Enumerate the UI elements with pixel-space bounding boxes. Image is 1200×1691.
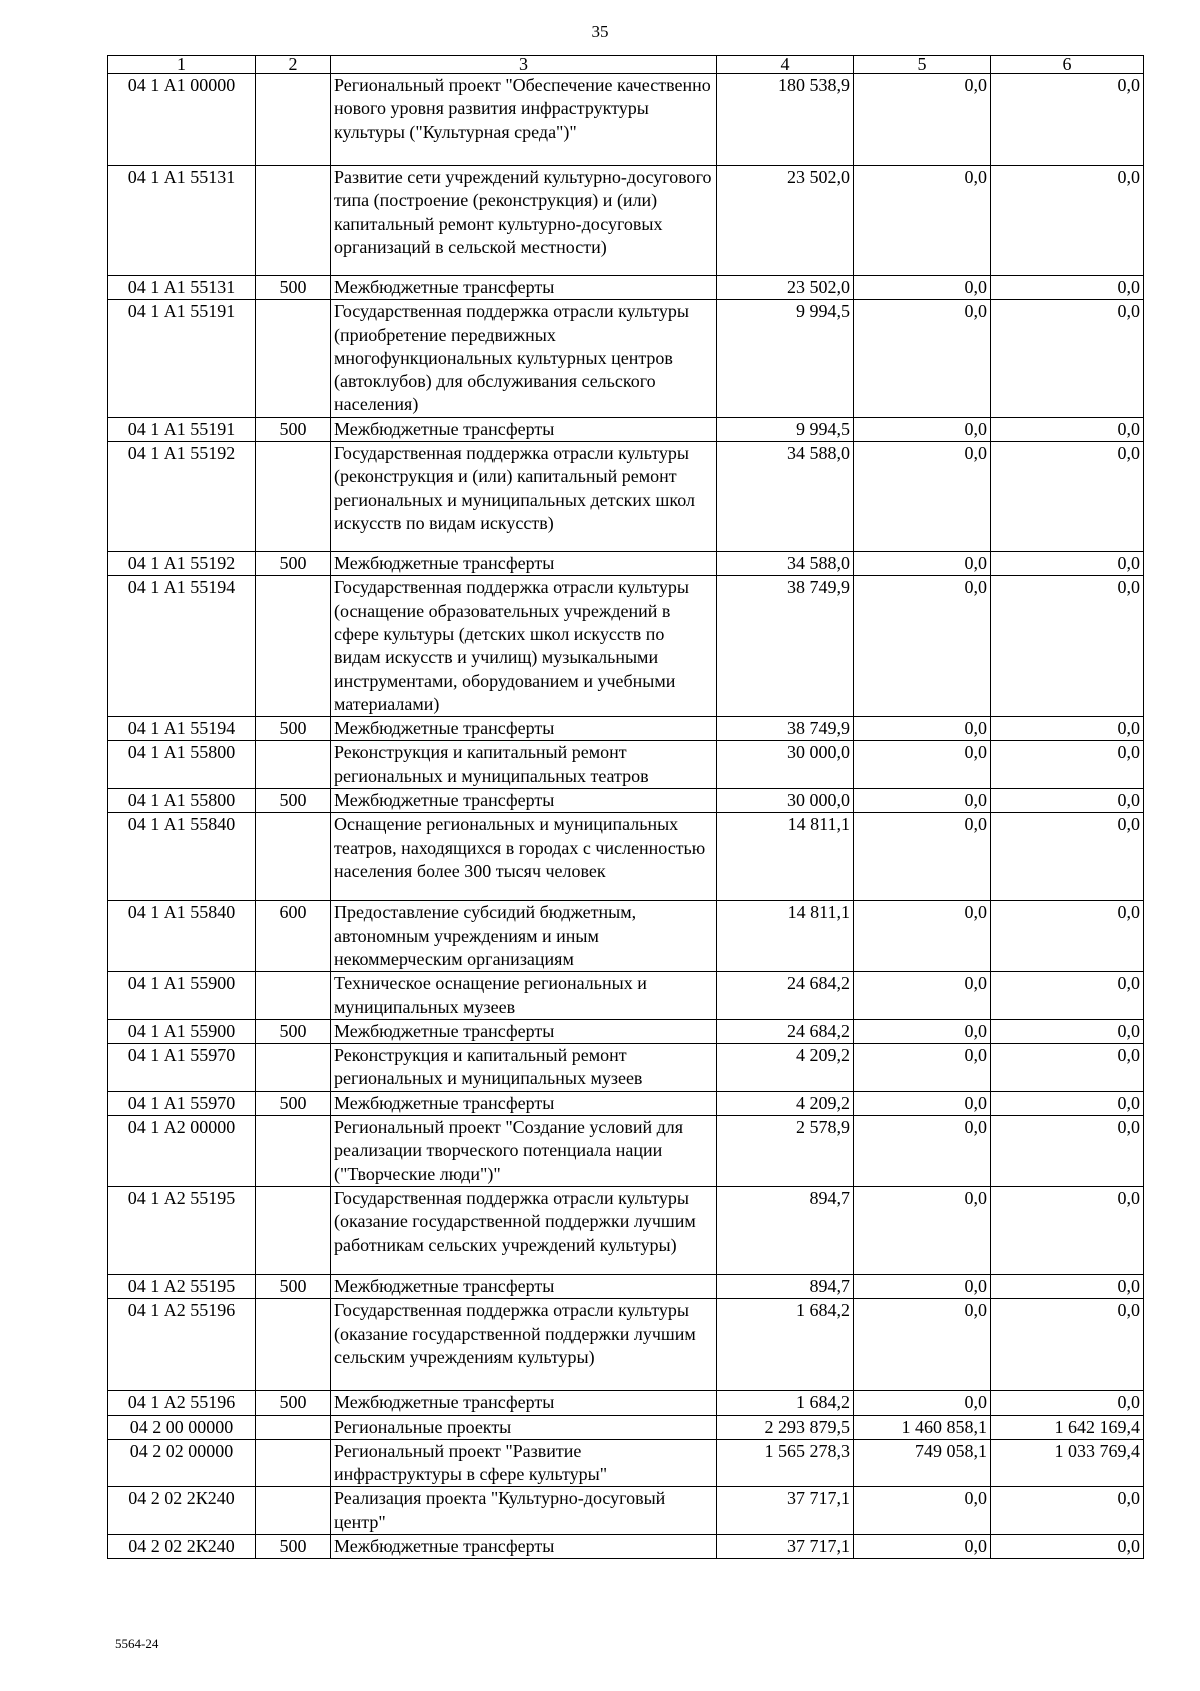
row-value-col4-cell: 9 994,5 (717, 417, 854, 441)
table-row (108, 1534, 1144, 1558)
row-code-cell: 04 1 А1 55900 (108, 1019, 256, 1043)
row-name-cell: Региональный проект "Развитие инфраструктуры в сфере культуры" (331, 1439, 717, 1487)
row-expense-type-cell (256, 1487, 331, 1535)
row-expense-type-cell (256, 1116, 331, 1187)
row-value-col4-cell: 1 684,2 (717, 1299, 854, 1391)
page-number: 35 (591, 22, 609, 41)
row-value-col5-cell: 0,0 (854, 813, 991, 901)
row-value-col6-cell: 0,0 (991, 717, 1144, 741)
row-expense-type-cell (256, 74, 331, 166)
row-value-col6-cell: 0,0 (991, 813, 1144, 901)
row-value-col5-cell: 0,0 (854, 166, 991, 276)
row-code-cell: 04 1 А1 55800 (108, 741, 256, 789)
row-value-col6-cell: 0,0 (991, 552, 1144, 576)
row-value-col6-cell: 1 642 169,4 (991, 1415, 1144, 1439)
row-code-cell: 04 1 А2 55196 (108, 1391, 256, 1415)
table-row (108, 1186, 1144, 1274)
row-value-col4-cell: 38 749,9 (717, 717, 854, 741)
table-row (108, 300, 1144, 417)
row-expense-type-cell: 500 (256, 717, 331, 741)
row-value-col4-cell: 38 749,9 (717, 576, 854, 717)
row-expense-type-cell: 500 (256, 1091, 331, 1115)
row-value-col4-cell: 2 293 879,5 (717, 1415, 854, 1439)
row-name-cell: Реконструкция и капитальный ремонт региональных и муниципальных музеев (331, 1044, 717, 1092)
row-name-cell: Техническое оснащение региональных и муниципальных музеев (331, 972, 717, 1020)
row-code-cell: 04 1 А1 00000 (108, 74, 256, 166)
row-value-col5-cell: 0,0 (854, 1299, 991, 1391)
row-expense-type-cell (256, 576, 331, 717)
row-value-col4-cell: 30 000,0 (717, 789, 854, 813)
row-value-col5-cell: 0,0 (854, 1044, 991, 1092)
row-name-cell: Государственная поддержка отрасли культуры (оснащение образовательных учреждений в сфере культуры (детских школ искусств по видам искусств и училищ) музыкальными инструментами, оборудованием и учебными материалами) (331, 576, 717, 717)
row-expense-type-cell: 500 (256, 417, 331, 441)
table-row (108, 1274, 1144, 1298)
row-name-cell: Государственная поддержка отрасли культуры (оказание государственной поддержки лучшим работникам сельских учреждений культуры) (331, 1186, 717, 1274)
table-row (108, 1116, 1144, 1187)
column-header-4: 4 (717, 56, 854, 74)
row-value-col6-cell: 0,0 (991, 576, 1144, 717)
row-expense-type-cell (256, 166, 331, 276)
row-value-col4-cell: 1 684,2 (717, 1391, 854, 1415)
row-value-col6-cell: 0,0 (991, 1186, 1144, 1274)
table-row (108, 1019, 1144, 1043)
row-code-cell: 04 2 02 00000 (108, 1439, 256, 1487)
table-row (108, 1439, 1144, 1487)
row-value-col5-cell: 0,0 (854, 276, 991, 300)
table-row (108, 901, 1144, 972)
table-row (108, 552, 1144, 576)
row-value-col4-cell: 34 588,0 (717, 552, 854, 576)
row-value-col6-cell: 0,0 (991, 1116, 1144, 1187)
row-expense-type-cell (256, 1044, 331, 1092)
row-code-cell: 04 1 А2 00000 (108, 1116, 256, 1187)
row-expense-type-cell: 500 (256, 1019, 331, 1043)
row-expense-type-cell: 500 (256, 1534, 331, 1558)
row-value-col5-cell: 1 460 858,1 (854, 1415, 991, 1439)
row-value-col6-cell: 0,0 (991, 276, 1144, 300)
row-value-col6-cell: 0,0 (991, 417, 1144, 441)
row-value-col5-cell: 0,0 (854, 717, 991, 741)
row-value-col5-cell: 0,0 (854, 1391, 991, 1415)
table-row (108, 276, 1144, 300)
row-name-cell: Межбюджетные трансферты (331, 789, 717, 813)
row-name-cell: Межбюджетные трансферты (331, 1019, 717, 1043)
row-value-col6-cell: 0,0 (991, 1299, 1144, 1391)
row-name-cell: Межбюджетные трансферты (331, 1274, 717, 1298)
row-expense-type-cell (256, 741, 331, 789)
row-value-col5-cell: 0,0 (854, 576, 991, 717)
row-expense-type-cell: 500 (256, 789, 331, 813)
row-value-col5-cell: 0,0 (854, 1091, 991, 1115)
row-value-col5-cell: 0,0 (854, 1487, 991, 1535)
row-name-cell: Государственная поддержка отрасли культуры (приобретение передвижных многофункциональных культурных центров (автоклубов) для обслуживания сельского населения) (331, 300, 717, 417)
row-value-col5-cell: 0,0 (854, 1116, 991, 1187)
row-code-cell: 04 1 А1 55131 (108, 166, 256, 276)
row-code-cell: 04 1 А1 55131 (108, 276, 256, 300)
row-name-cell: Межбюджетные трансферты (331, 276, 717, 300)
table-row (108, 717, 1144, 741)
row-name-cell: Региональный проект "Создание условий для реализации творческого потенциала нации ("Творческие люди")" (331, 1116, 717, 1187)
row-name-cell: Межбюджетные трансферты (331, 717, 717, 741)
row-value-col5-cell: 0,0 (854, 789, 991, 813)
row-code-cell: 04 1 А1 55192 (108, 552, 256, 576)
row-value-col4-cell: 24 684,2 (717, 1019, 854, 1043)
row-value-col5-cell: 0,0 (854, 741, 991, 789)
table-row (108, 1415, 1144, 1439)
row-name-cell: Межбюджетные трансферты (331, 1534, 717, 1558)
row-code-cell: 04 1 А2 55195 (108, 1274, 256, 1298)
row-name-cell: Реализация проекта "Культурно-досуговый центр" (331, 1487, 717, 1535)
table-row (108, 74, 1144, 166)
row-expense-type-cell (256, 1299, 331, 1391)
column-header-2: 2 (256, 56, 331, 74)
row-code-cell: 04 2 02 2К240 (108, 1534, 256, 1558)
row-value-col6-cell: 0,0 (991, 300, 1144, 417)
table-row (108, 972, 1144, 1020)
table-row (108, 741, 1144, 789)
row-value-col5-cell: 0,0 (854, 1186, 991, 1274)
row-name-cell: Оснащение региональных и муниципальных театров, находящихся в городах с численностью населения более 300 тысяч человек (331, 813, 717, 901)
row-code-cell: 04 1 А1 55970 (108, 1044, 256, 1092)
row-value-col4-cell: 9 994,5 (717, 300, 854, 417)
table-row (108, 1091, 1144, 1115)
row-name-cell: Региональный проект "Обеспечение качественно нового уровня развития инфраструктуры культуры ("Культурная среда")" (331, 74, 717, 166)
row-value-col6-cell: 0,0 (991, 1391, 1144, 1415)
row-value-col4-cell: 4 209,2 (717, 1091, 854, 1115)
table-row (108, 576, 1144, 717)
row-value-col6-cell: 0,0 (991, 442, 1144, 552)
row-name-cell: Государственная поддержка отрасли культуры (оказание государственной поддержки лучшим сельским учреждениям культуры) (331, 1299, 717, 1391)
row-expense-type-cell (256, 972, 331, 1020)
row-value-col4-cell: 2 578,9 (717, 1116, 854, 1187)
column-header-1: 1 (108, 56, 256, 74)
table-row (108, 1044, 1144, 1092)
row-code-cell: 04 1 А1 55800 (108, 789, 256, 813)
row-value-col4-cell: 894,7 (717, 1186, 854, 1274)
column-header-3: 3 (331, 56, 717, 74)
row-value-col6-cell: 0,0 (991, 1534, 1144, 1558)
row-value-col5-cell: 749 058,1 (854, 1439, 991, 1487)
row-value-col4-cell: 24 684,2 (717, 972, 854, 1020)
row-value-col6-cell: 0,0 (991, 1487, 1144, 1535)
row-code-cell: 04 1 А1 55191 (108, 300, 256, 417)
row-name-cell: Предоставление субсидий бюджетным, автономным учреждениям и иным некоммерческим организациям (331, 901, 717, 972)
row-value-col5-cell: 0,0 (854, 442, 991, 552)
table-row (108, 442, 1144, 552)
table-row (108, 1487, 1144, 1535)
row-code-cell: 04 1 А1 55194 (108, 717, 256, 741)
column-header-5: 5 (854, 56, 991, 74)
row-expense-type-cell (256, 1186, 331, 1274)
row-name-cell: Государственная поддержка отрасли культуры (реконструкция и (или) капитальный ремонт региональных и муниципальных детских школ искусств по видам искусств) (331, 442, 717, 552)
row-expense-type-cell (256, 442, 331, 552)
row-value-col6-cell: 0,0 (991, 789, 1144, 813)
row-value-col6-cell: 1 033 769,4 (991, 1439, 1144, 1487)
row-value-col6-cell: 0,0 (991, 1274, 1144, 1298)
table-row (108, 166, 1144, 276)
row-value-col5-cell: 0,0 (854, 1534, 991, 1558)
row-code-cell: 04 1 А1 55840 (108, 813, 256, 901)
row-value-col5-cell: 0,0 (854, 1274, 991, 1298)
budget-table (107, 55, 1144, 1559)
row-value-col6-cell: 0,0 (991, 1019, 1144, 1043)
row-value-col6-cell: 0,0 (991, 74, 1144, 166)
row-value-col5-cell: 0,0 (854, 417, 991, 441)
row-value-col4-cell: 34 588,0 (717, 442, 854, 552)
row-value-col6-cell: 0,0 (991, 166, 1144, 276)
row-name-cell: Межбюджетные трансферты (331, 1091, 717, 1115)
table-row (108, 1299, 1144, 1391)
row-value-col4-cell: 894,7 (717, 1274, 854, 1298)
row-name-cell: Межбюджетные трансферты (331, 417, 717, 441)
row-code-cell: 04 2 02 2К240 (108, 1487, 256, 1535)
row-name-cell: Реконструкция и капитальный ремонт региональных и муниципальных театров (331, 741, 717, 789)
row-value-col4-cell: 4 209,2 (717, 1044, 854, 1092)
table-row (108, 1391, 1144, 1415)
row-value-col6-cell: 0,0 (991, 1091, 1144, 1115)
row-code-cell: 04 1 А1 55840 (108, 901, 256, 972)
row-value-col5-cell: 0,0 (854, 901, 991, 972)
row-expense-type-cell: 500 (256, 1391, 331, 1415)
row-expense-type-cell (256, 1415, 331, 1439)
table-row (108, 417, 1144, 441)
row-value-col4-cell: 14 811,1 (717, 901, 854, 972)
table-body (108, 74, 1144, 1559)
row-name-cell: Региональные проекты (331, 1415, 717, 1439)
document-id: 5564-24 (115, 1636, 159, 1651)
row-value-col6-cell: 0,0 (991, 741, 1144, 789)
row-code-cell: 04 1 А1 55970 (108, 1091, 256, 1115)
row-name-cell: Развитие сети учреждений культурно-досугового типа (построение (реконструкция) и (или) капитальный ремонт культурно-досуговых организаций в сельской местности) (331, 166, 717, 276)
table-row (108, 789, 1144, 813)
row-expense-type-cell: 500 (256, 276, 331, 300)
row-code-cell: 04 1 А1 55900 (108, 972, 256, 1020)
header-row (108, 56, 1144, 74)
row-value-col6-cell: 0,0 (991, 972, 1144, 1020)
row-value-col5-cell: 0,0 (854, 74, 991, 166)
row-name-cell: Межбюджетные трансферты (331, 552, 717, 576)
row-value-col5-cell: 0,0 (854, 972, 991, 1020)
row-value-col4-cell: 14 811,1 (717, 813, 854, 901)
row-expense-type-cell (256, 300, 331, 417)
row-code-cell: 04 1 А2 55196 (108, 1299, 256, 1391)
row-expense-type-cell: 600 (256, 901, 331, 972)
row-code-cell: 04 1 А1 55192 (108, 442, 256, 552)
row-expense-type-cell (256, 813, 331, 901)
row-value-col4-cell: 1 565 278,3 (717, 1439, 854, 1487)
row-value-col4-cell: 180 538,9 (717, 74, 854, 166)
row-value-col4-cell: 23 502,0 (717, 276, 854, 300)
row-expense-type-cell: 500 (256, 1274, 331, 1298)
row-value-col5-cell: 0,0 (854, 300, 991, 417)
row-code-cell: 04 1 А1 55191 (108, 417, 256, 441)
row-value-col4-cell: 30 000,0 (717, 741, 854, 789)
row-value-col4-cell: 37 717,1 (717, 1534, 854, 1558)
row-name-cell: Межбюджетные трансферты (331, 1391, 717, 1415)
row-expense-type-cell: 500 (256, 552, 331, 576)
row-value-col5-cell: 0,0 (854, 1019, 991, 1043)
row-value-col6-cell: 0,0 (991, 901, 1144, 972)
column-header-6: 6 (991, 56, 1144, 74)
row-code-cell: 04 1 А1 55194 (108, 576, 256, 717)
row-expense-type-cell (256, 1439, 331, 1487)
row-code-cell: 04 2 00 00000 (108, 1415, 256, 1439)
row-value-col6-cell: 0,0 (991, 1044, 1144, 1092)
row-value-col5-cell: 0,0 (854, 552, 991, 576)
row-code-cell: 04 1 А2 55195 (108, 1186, 256, 1274)
table-row (108, 813, 1144, 901)
row-value-col4-cell: 23 502,0 (717, 166, 854, 276)
row-value-col4-cell: 37 717,1 (717, 1487, 854, 1535)
